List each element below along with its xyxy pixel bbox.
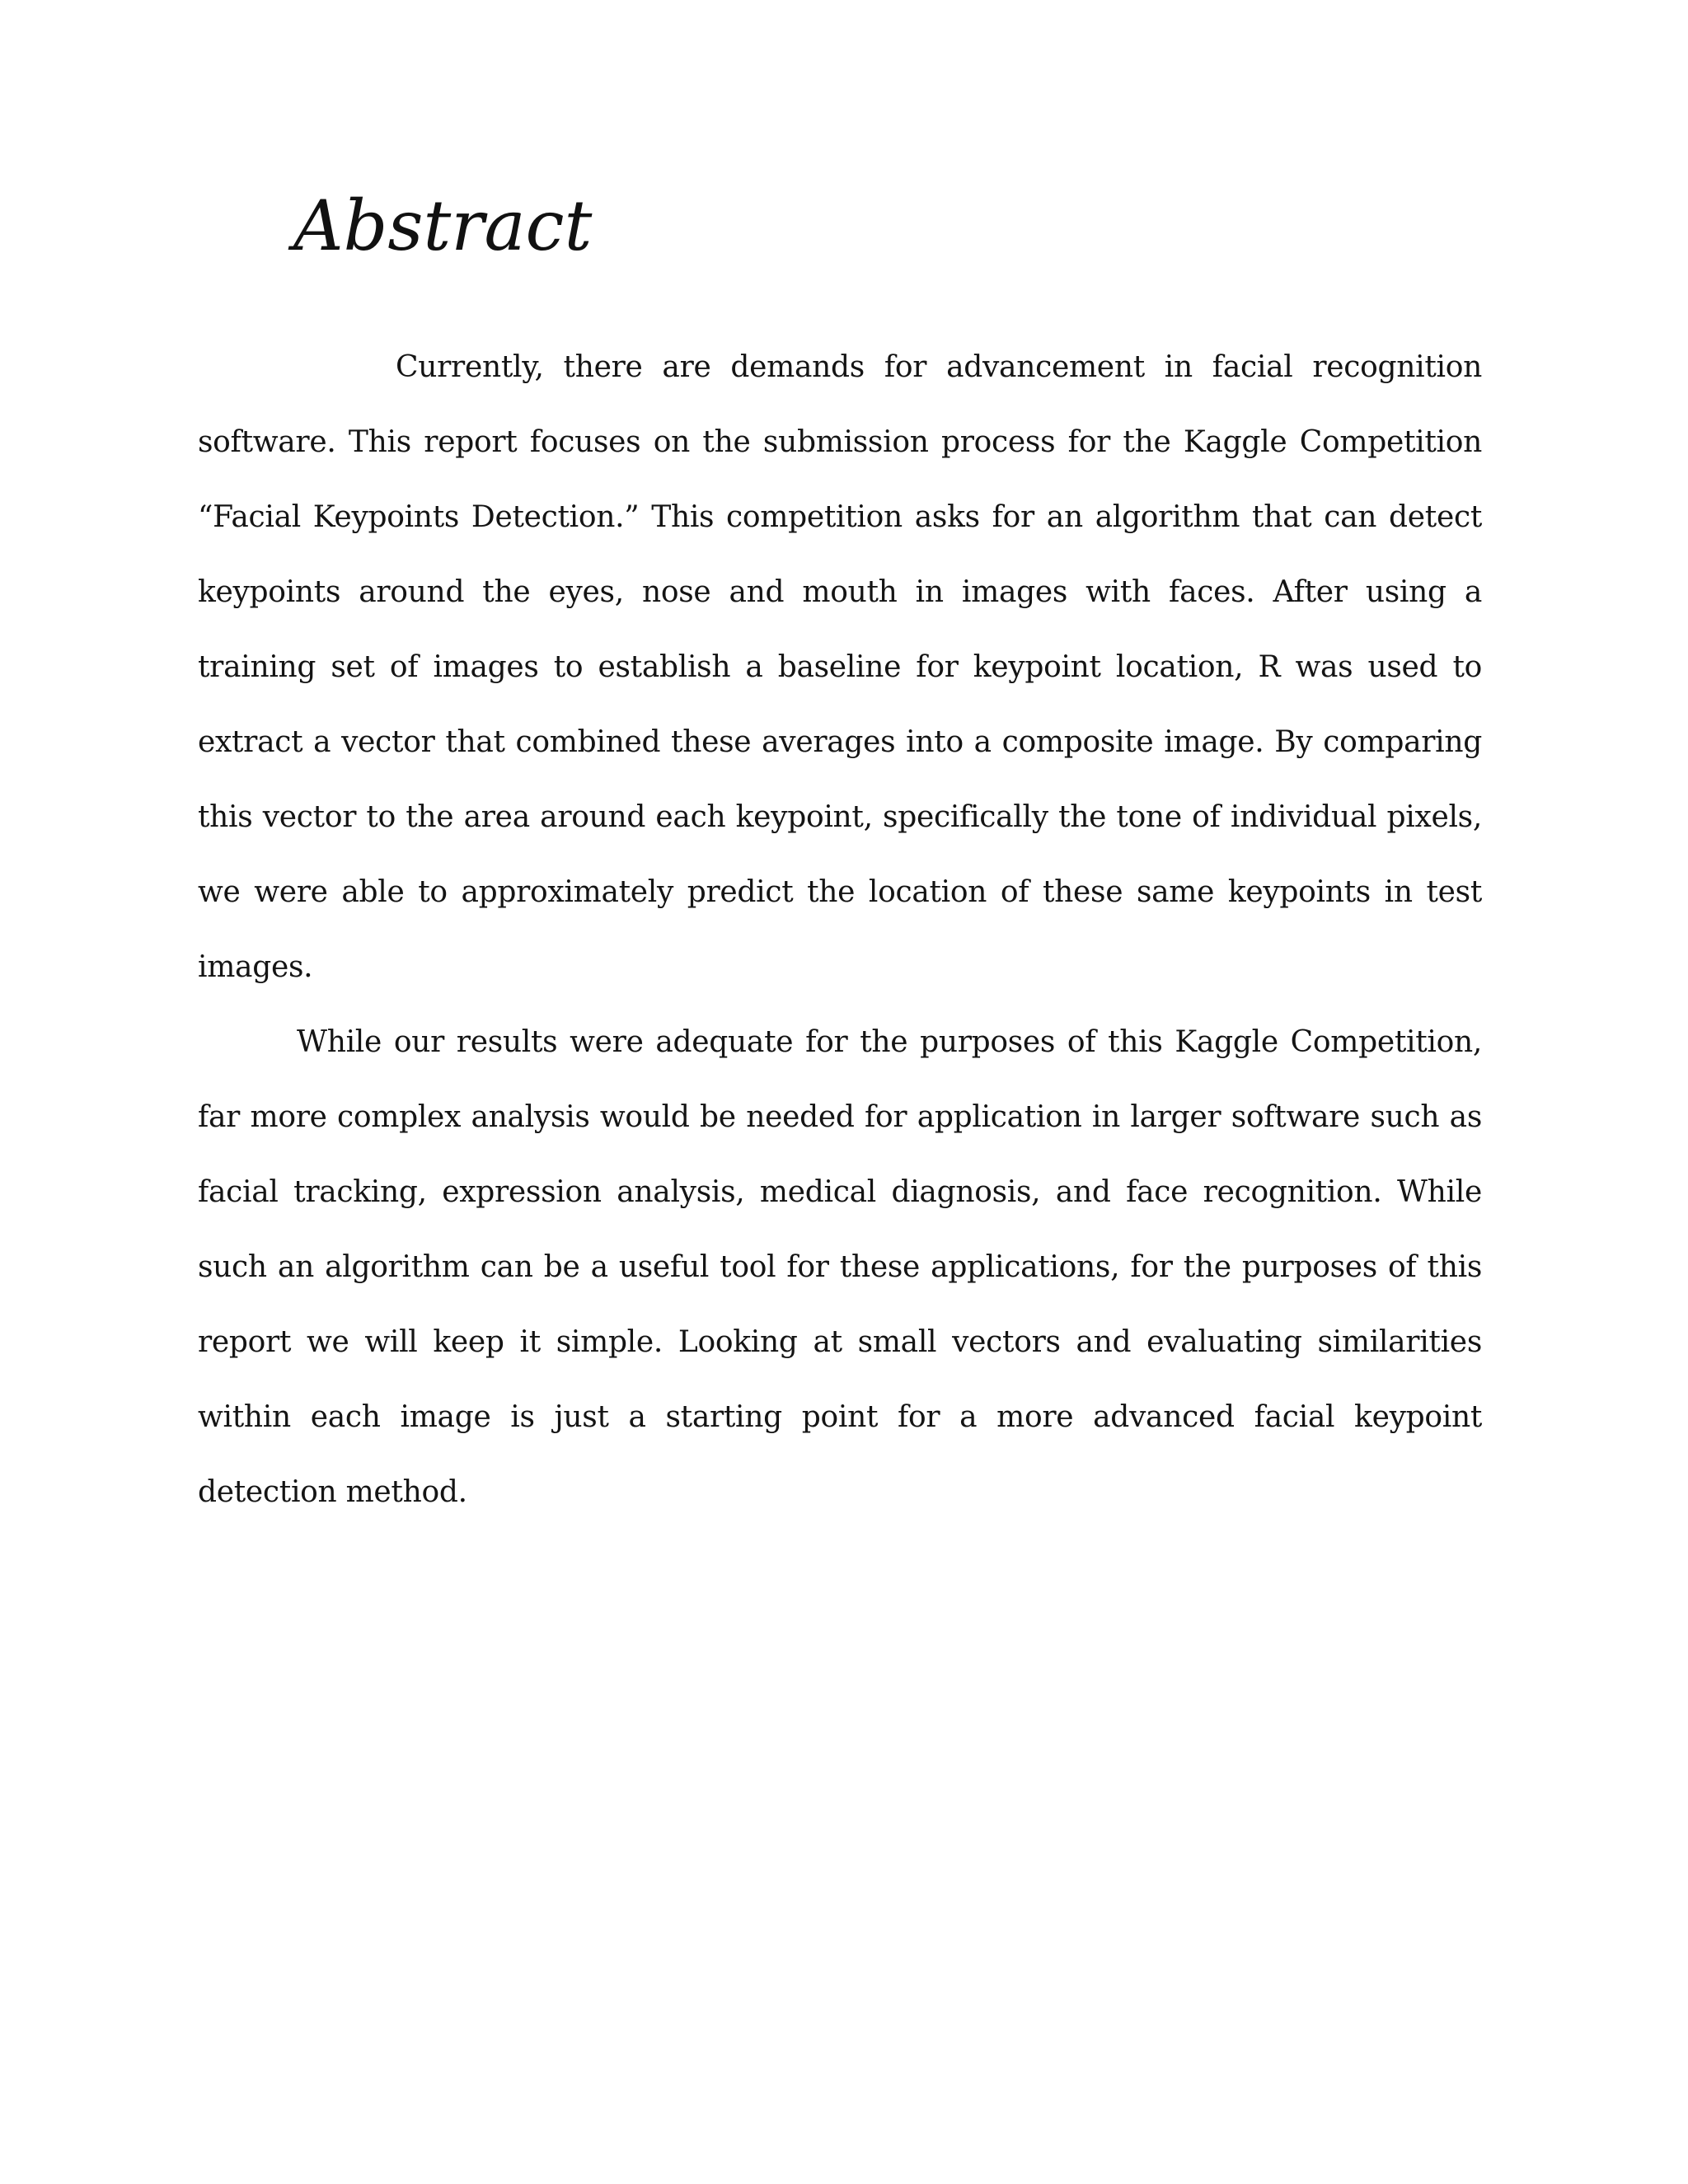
abstract-body xyxy=(198,330,1482,1530)
page-title: Abstract xyxy=(293,185,593,266)
abstract-paragraph-1: Currently, there are demands for advancement in facial recognition software. This report focuses on the submission process for the Kaggle Competition “Facial Keypoints Detection.” This competition asks for an algorithm that can detect keypoints around the eyes, nose and mouth in images with faces. After using a training set of images to establish a baseline for keypoint location, R was used to extract a vector that combined these averages into a composite image. By comparing this vector to the area around each keypoint, specifically the tone of individual pixels, we were able to approximately predict the location of these same keypoints in test images. xyxy=(198,350,1482,984)
abstract-paragraph-2: While our results were adequate for the purposes of this Kaggle Competition, far more complex analysis would be needed for application in larger software such as facial tracking, expression analysis, medical diagnosis, and face recognition. While such an algorithm can be a useful tool for these applications, for the purposes of this report we will keep it simple. Looking at small vectors and evaluating similarities within each image is just a starting point for a more advanced facial keypoint detection method. xyxy=(198,1025,1482,1509)
